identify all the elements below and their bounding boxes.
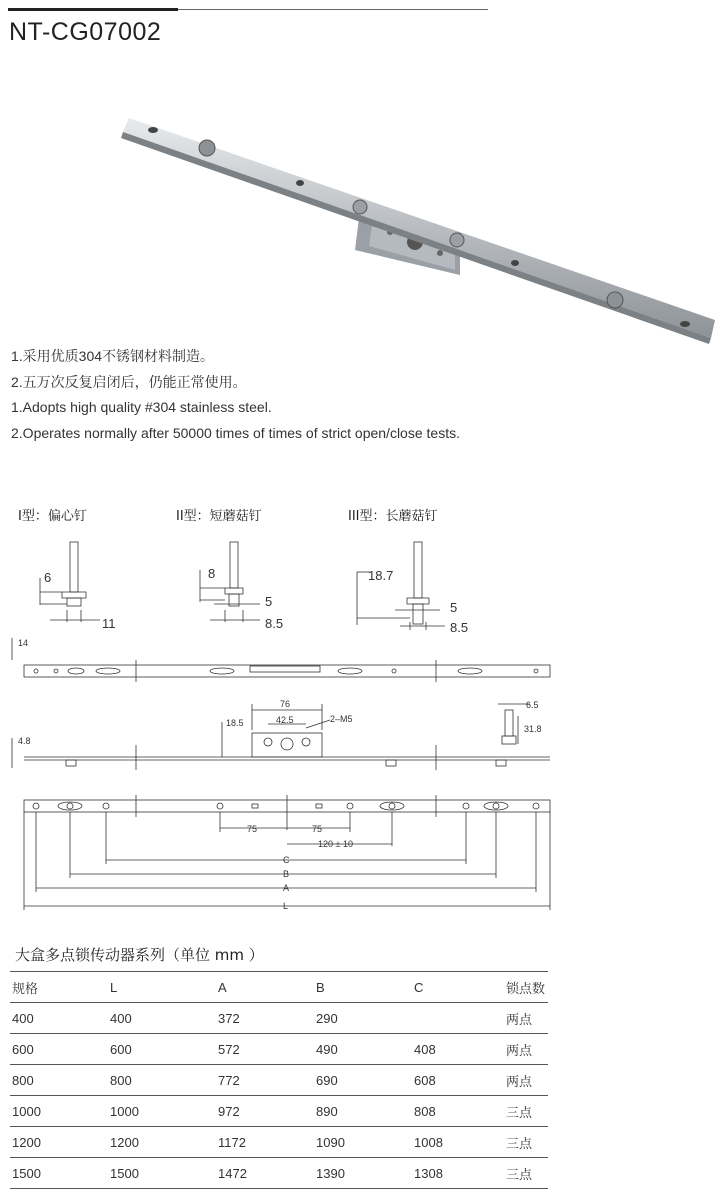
table-row [10,1096,548,1127]
cell-lock-points: 两点 [504,1034,548,1065]
cell-L: 400 [102,1003,210,1034]
cell-C: 1008 [413,1127,504,1158]
table-row [10,1034,548,1065]
cell-L: 1500 [102,1158,210,1189]
dim-B: B [283,869,290,879]
cell-B: 290 [313,1003,413,1034]
table-header-row [10,972,548,1003]
cell-C: 608 [413,1065,504,1096]
cell-B: 1390 [313,1158,413,1189]
table-row [10,1003,548,1034]
cell-C: 808 [413,1096,504,1127]
header-rule-thin [178,9,488,10]
cell-B: 1090 [313,1127,413,1158]
dim-A: A [283,883,290,893]
feature-list [11,344,460,446]
dim-box-height: 18.5 [226,718,244,728]
dim-top-height: 14 [18,638,29,648]
cell-spec: 400 [10,1003,102,1034]
dim-screw: 2–M5 [330,714,353,724]
cell-C: 1308 [413,1158,504,1189]
cell-A: 972 [210,1096,313,1127]
dim-spacing: 120 ± 10 [318,839,353,849]
cell-L: 800 [102,1065,210,1096]
dim-hole-spacing: 42.5 [276,715,294,725]
cell-spec: 1000 [10,1096,102,1127]
dim-t3-height: 18.7 [368,568,394,583]
table-row [10,1158,548,1189]
cell-B: 690 [313,1065,413,1096]
dim-t2-width: 8.5 [265,616,284,631]
cell-spec: 600 [10,1034,102,1065]
dim-box-width: 76 [280,699,291,709]
cell-lock-points: 两点 [504,1003,548,1034]
cell-spec: 1200 [10,1127,102,1158]
dim-pin-height: 31.8 [524,724,542,734]
spec-table [10,971,548,1189]
cell-A: 372 [210,1003,313,1034]
table-row [10,1127,548,1158]
cell-lock-points: 两点 [504,1065,548,1096]
cell-lock-points: 三点 [504,1158,548,1189]
cell-B: 890 [313,1096,413,1127]
dim-t3-width: 8.5 [450,620,469,635]
table-row [10,1065,548,1096]
technical-drawing [0,530,722,920]
cell-C: 408 [413,1034,504,1065]
product-photo [115,110,720,355]
cell-A: 572 [210,1034,313,1065]
cell-spec: 800 [10,1065,102,1096]
cell-L: 1000 [102,1096,210,1127]
header-A: A [210,972,313,1003]
cell-L: 1200 [102,1127,210,1158]
header-C: C [413,972,504,1003]
cell-A: 1472 [210,1158,313,1189]
dim-side-height: 4.8 [18,736,31,746]
cell-L: 600 [102,1034,210,1065]
cell-A: 772 [210,1065,313,1096]
dim-left-75: 75 [247,824,258,834]
dim-t1-width: 11 [102,616,116,631]
dim-t2-height: 8 [208,566,216,581]
type-2-label: II型：短蘑菇钉 [176,509,262,524]
dim-right-75: 75 [312,824,323,834]
header-L: L [102,972,210,1003]
spec-table-title: 大盒多点锁传动器系列（单位 mm ） [15,946,264,964]
cell-spec: 1500 [10,1158,102,1189]
feature-item: 2.五万次反复启闭后，仍能正常使用。 [11,373,247,390]
dim-t3-depth: 5 [450,600,458,615]
dim-C: C [283,855,290,865]
type-1-label: I型：偏心钉 [18,509,87,524]
cell-lock-points: 三点 [504,1127,548,1158]
cell-C [413,1003,504,1034]
dim-pin-width: 6.5 [526,700,539,710]
cell-lock-points: 三点 [504,1096,548,1127]
model-number: NT-CG07002 [9,18,162,46]
header-lock-points: 锁点数 [504,972,548,1003]
dim-t2-depth: 5 [265,594,273,609]
feature-item: 2.Operates normally after 50000 times of times of strict open/close tests. [11,424,460,441]
cell-B: 490 [313,1034,413,1065]
dim-L: L [283,901,289,911]
header-rule-thick [8,8,178,11]
feature-item: 1.采用优质304不锈钢材料制造。 [11,348,215,364]
header-B: B [313,972,413,1003]
dim-t1-height: 6 [44,570,52,585]
type-3-label: III型：长蘑菇钉 [348,509,438,524]
feature-item: 1.Adopts high quality #304 stainless steel. [11,399,272,415]
cell-A: 1172 [210,1127,313,1158]
header-spec: 规格 [10,972,102,1003]
